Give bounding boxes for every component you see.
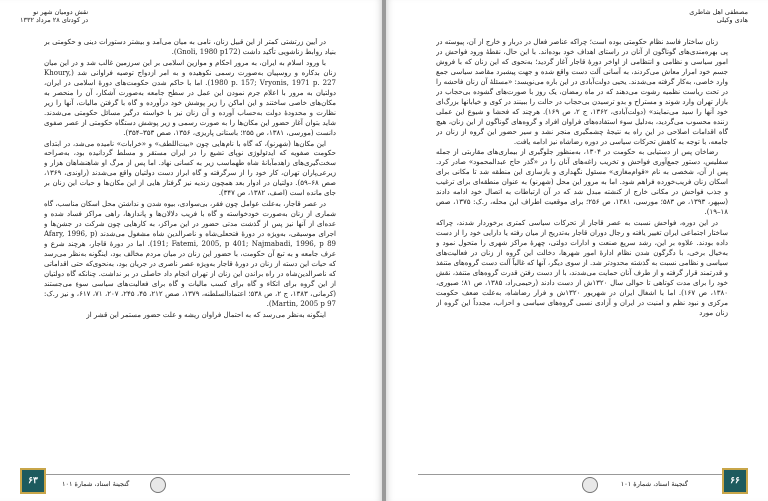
paragraph: در آیین زرتشتی کمتر از این قبیل زنان، نامی به میان می‌آمد و بیشتر دستورات دینی و حکومتی بر بنیاد روابط زناشویی تأکید داشت (Gnoli, 1980 p172). [44,38,336,56]
running-head-line-1: نقش دومیان شهر نو [33,8,89,16]
paragraph: زنان ساختار فاسد نظام حکومتی بوده است؛ چراکه عناصر فعال در دربار و خارج از آن، پیوسته در پی بهره‌مندی‌های گوناگون از آنان در راستای اهداف خود بوده‌اند. با این حال، نقطهٔ ورود فواحش در امور سیاسی و نظامی و انتظامی از اواخر دورهٔ قاجار آغاز گردید؛ به‌نحوی که این زنان که با فروش جسم خود امرار معاش می‌کردند، به آسانی آلت دست واقع شده و جهت پیشبرد مقاصد سیاسی جمع وارد خاصی، به‌کار گرفته می‌شدند. یحیی دولت‌آبادی در این باره می‌نویسد: «مسئلهٔ آن زنان فاحشه را در تحت ریاست نظمیه رشوت می‌دهند که در ماه رمضان، یک روز با صورت‌های گشوده بی‌حجاب در بازار تهران وارد شوند و مستراح و بدو ترسیدن بی‌حجاب در حالت را ببینند در کوی و خیابانها بزرگ‌ای خود آنها را سید می‌نمایند» (دولت‌آبادی، ۱۳۶۲، ج ۲، ص ۱۶۹). هرچند که فحشا و شیوع این عملی زننده محسوب می‌گردید، به‌دلیل سوء استفاده‌های فراوان افراد و گروه‌های گوناگون از این زنان، هیچ گاه اقدامات اصلاحی در این راه به نتیجهٔ چشمگیری منجر نشد و سیر حضور این گروه از زنان در جامعه، با توجه به کاهش تحرکات سیاسی در دوره رضاشاه نیز ادامه یافت. [436,38,728,146]
footer-left [20,474,350,495]
journal-title-right: گنجینهٔ اسناد، شمارهٔ ۱۰۱ [620,480,688,488]
paragraph: رضاخان پس از دستیابی به حکومت در ۱۳۰۴، به‌منظور جلوگیری از بیماری‌های مقاربتی از جمله سفلیس، دستور جمع‌آوری فواحش و تخریب زاغه‌های آنان را در «گذر حاج عبدالمحمود» صادر کرد. پس از آن، شخصی به نام «قوام‌مغازی» مسئول نگهداری و بازسازی این منطقه شد تا مکانی برای اسکان زنان فریب‌خورده فراهم شود. اما به مرور این محل (شهرنو) به عنوان منطقه‌ای برای ترغیب و جذب فواحش در مکانی خارج از کنشته مبدل شد که در آن ارتباطات به اتصال خود ادامه دادند (سپهر، ۱۳۹۳، ص ۵۸۳؛ مورسی، ۱۳۸۱، ص ۲۵۶؛ برای موقعیت اطراف این محله، ر.ک: ۱۳۷۵، صص ۱۸–۱۹). [436,148,728,217]
footer-right [418,474,748,495]
running-head-line-1: مصطفی اهل شاطری [689,8,748,16]
text-column-left [44,38,336,446]
page-number-left: ۶۳ [20,468,46,494]
running-head-line-2: هادی وکیلی [716,16,748,24]
paragraph: در این دوره، فواحش نسبت به عصر قاجار از تحرکات سیاسی کمتری برخوردار شدند، چراکه ساختار اجتماعی ایران تغییر یافته و رجال دوران قاجار به‌تدریج از میان رفته یا دارایی خود را از دست داده بودند. علاوه بر این، رشد سریع صنعت و ادارات دولتی، چهرهٔ مراکز شهری را متحول نمود و به‌خیال برخی، با دگرگون شدن نظام ادارهٔ امور شهرها، دخالت این گروه از زنان در فعالیت‌های سیاسی و نظامی نسبت به گذشته محدودتر شد. از سوی دیگر، آنها که غالباً آلت دست گروه‌های متنفذ و قدرتمند قرار گرفته و از طرف آنان حمایت می‌شدند، با از دست رفتن قدرت گروه‌های متنفذ، نقش خود را برای مدت کوتاهی تا حوالی سال ۱۳۲۰ش از دست دادند (رحیمی‌راد، ۱۳۸۵، ص ۸۱؛ صبوری، ۱۳۸۰، ص ۱۶۷). اما با اشغال ایران در شهریور ۱۳۲۰ش و فرار رضاشاه، به‌علت ضعف حکومت مرکزی و نبود نظم و امنیت در ایران و آزادی نسبی گروه‌های سیاسی و احزاب، مجدداً این گروه از زنان مورد [436,219,728,317]
journal-title-left: گنجینهٔ اسناد، شمارهٔ ۱۰۱ [62,480,130,488]
paragraph: با ورود اسلام به ایران، به مرور احکام و موازین اسلامی بر این سرزمین غالب شد و در این میان زنان بدکاره و روسپیان به‌صورت رسمی نکوهیده و به امر ازدواج توصیه فراوانی شد (Khoury, 1980 p. 157; Vryonis, 1971 p. 227). اما با حاکم شدن حکومت‌های دورهٔ اسلامی در ایران، دولتیان به مرور با اعلام جرم نمودن این عمل در سطح جامعه به‌صورت آشکار، آن را منحصر به مکان‌های خاصی ساختند و این اماکن را زیر پوشش خود درآورده و گاه با گرفتن مالیات، آنها را زیر نظارت و محدودهٔ دولت به‌حساب آورده و آن زنان نیز با خواسته درگیر مسائل حکومتی می‌شدند. شاید بتوان آغاز حضور این مکان‌ها را به صورت رسمی و زیر پوشش دستگاه حکومتی از عصر صفوی دانست (مورسی، ۱۳۸۱، ص ۲۵۵؛ باستانی پاریزی، ۱۳۵۶، صص ۳۵۳–۳۵۴). [44,58,336,137]
paragraph: اینگونه به‌نظر می‌رسد که به احتمال فراوان ریشه و علت حضور مستمر این قشر از [86,310,326,319]
ornament-icon [582,477,598,493]
text-column-right [436,38,728,446]
left-page [0,0,382,501]
running-head-right [689,8,748,24]
running-head-line-2: در کودتای ۲۸ مرداد ۱۳۳۲ [20,16,89,24]
paragraph: این مکان‌ها (شهرنو)، که گاه با نام‌هایی چون «بیت‌اللطف» و «خرابات» نامیده می‌شد، در ابتدای حکومت صفویه که ایدئولوژی نوپای تشیع را در ایران مستقر و مسلط گردانیده بود، به‌صراحه سخت‌گیری‌های زاهدمآبانهٔ شاه طهماسب زیر به کسانی نهاد. اما پس از مرگ او شاهنشاهان هزار و زیرعی‌پاران تهران، کار خود را از سرگرفته و گاه ابراز دست دولتیان واقع می‌شدند (راوندی، ۱۳۶۹، صص ۶۸–۵۹). دولتیان در ادوار بعد همچون زندیه نیز گرفتار هایی از این مکان‌ها و حیات این زنان بر جای مانده است (اصف، ۱۳۸۲، ص ۳۴۷). [44,139,336,198]
right-page [386,0,768,501]
ornament-icon [150,477,166,493]
page-number-right: ۶۶ [722,468,748,494]
paragraph: در عصر قاجار، به‌علت عوامل چون فقر، بی‌سوادی، بیوه شدن و نداشتن محل اسکان مناسب، گاه شماری از زنان به‌صورت خودخواسته و گاه با فریب دلالان‌ها و پاندازها، راهی مراکز فساد شده و عده‌ای از آنها نیز پس از گذشت مدتی حضور در این مراکز، به کارهایی چون شرکت در جشن‌ها و اجرای موسیقی، به‌ویژه در دورهٔ فتحعلی‌شاه و ناصرالدین شاه مشغول می‌شدند (Afary, 1996, p 191; Fatemi, 2005, p 401; Najmabadi, 1996, p 89). اما در دورهٔ قاجار، هرچند شرع و عرف جامعه و به تبع آن حکومت، با حضور این زنان در میان مردم مخالف بود، اینگونه به‌نظر می‌رسد که حیات این دسته از زنان در دورهٔ قاجار به‌ویژه عصر ناصری در جریان بود، به‌نحوی‌که حتی اقداماتی که ناصرالدین‌شاه در راه براندن این زنان از تهران انجام داد حاصلی در بر نداشت. چنانکه گاه دولتیان از این گروه برای اتکاء و گاه برای کسب مالیات و گاه برای فعالیت‌های سیاسی سوءِ می‌جستند (کرمانی، ۱۳۸۳، ج ۲، ص ۵۳۸؛ اعتمادالسلطنه، ۱۳۷۹، صص ۲۱۲، ۴۵، ۲۴۵، ۲۰۷، ۷۱، ۶۱۷، و نیز ر.ک: Martin, 2005 p 97). [44,200,336,308]
running-head-left [20,8,88,24]
